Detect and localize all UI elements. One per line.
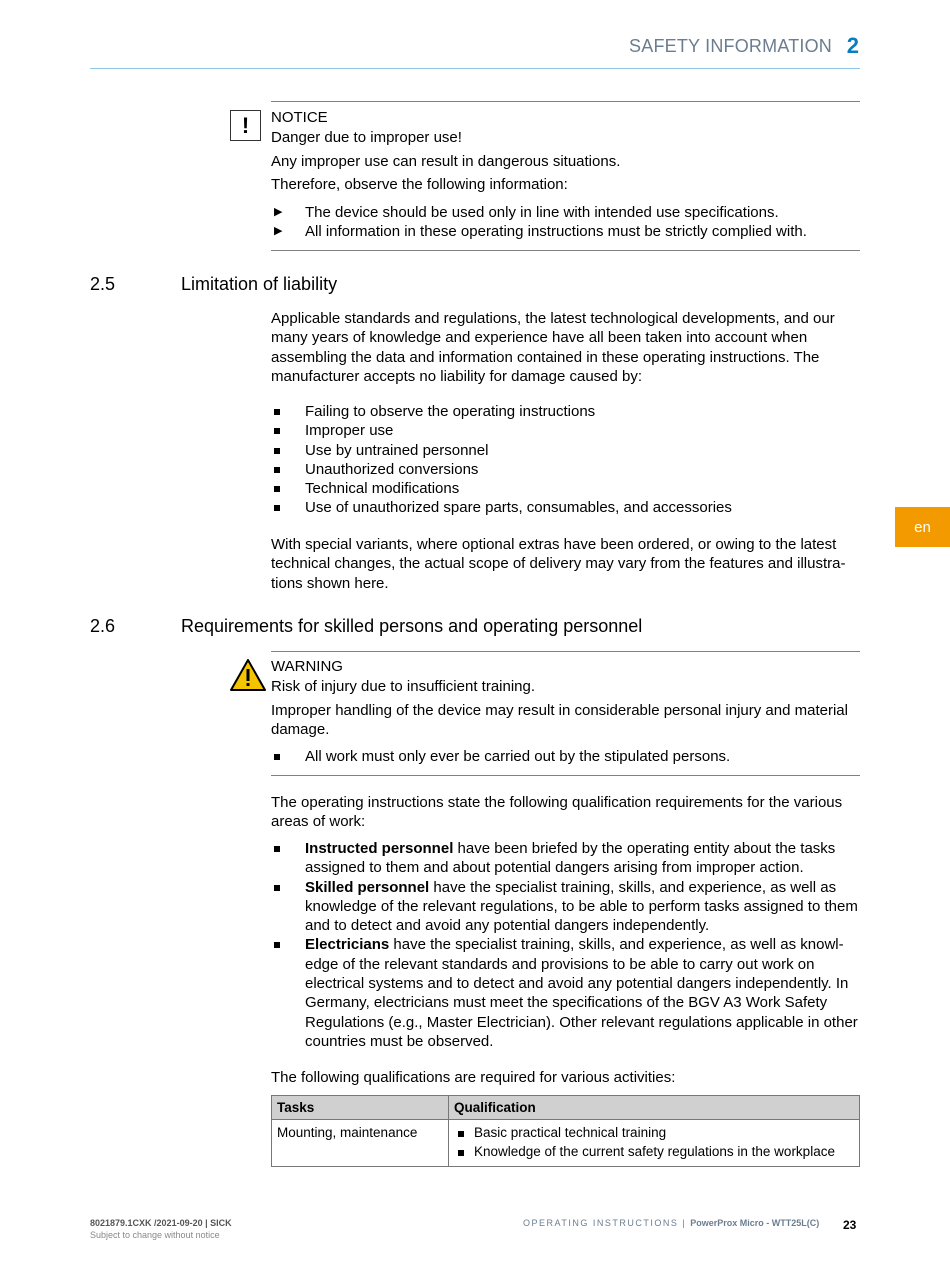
bullet-icon	[274, 505, 280, 511]
table-header: Qualification	[449, 1096, 860, 1120]
exclamation-icon: !	[230, 110, 261, 141]
table-cell	[449, 1120, 860, 1167]
section-title: Requirements for skilled persons and operating personnel	[181, 616, 643, 636]
list-item: Unauthorized conversions	[271, 460, 860, 479]
bullet-icon	[458, 1150, 464, 1156]
list-item: ▶ The device should be used only in line with intended use specifications.	[274, 204, 779, 221]
warning-top-rule	[271, 651, 860, 652]
bullet-icon	[274, 885, 280, 891]
warning-bottom-rule	[271, 775, 860, 776]
section-number: 2.5	[90, 274, 116, 294]
list-item: Technical modifications	[271, 479, 860, 498]
table-cell: Mounting, maintenance	[272, 1120, 449, 1167]
qualification-list	[271, 839, 860, 1051]
arrow-icon: ▶	[274, 206, 283, 218]
table-row	[272, 1120, 860, 1167]
bullet-icon	[274, 448, 280, 454]
list-item: Skilled personnel have the specialist training, skills, and experience, as well as knowledge of the relevant regulations, to be able to perform tasks assigned to them and to detect and avoid any potential dangers independently.	[271, 878, 860, 936]
warning-heading: Risk of injury due to insufficient training.	[271, 678, 536, 695]
bullet-icon	[458, 1131, 464, 1137]
warning-triangle-icon	[229, 658, 267, 692]
list-item: All work must only ever be carried out by the stipulated persons.	[271, 747, 860, 766]
list-item: ▶ All information in these operating instructions must be strictly complied with.	[274, 223, 807, 241]
liability-list	[271, 402, 860, 518]
header-rule	[90, 68, 860, 69]
liability-paragraph: Applicable standards and regulations, the latest technological developments, and our many years of knowledge and experience have all been taken into account when assembling the data and information contained in these operating instructions. The manufacturer accepts no liability for damage caused by:	[271, 310, 835, 385]
list-item: Failing to observe the operating instructions	[271, 402, 860, 421]
list-item: Use by untrained personnel	[271, 441, 860, 460]
section-title: Limitation of liability	[181, 274, 338, 294]
variants-paragraph: With special variants, where optional extras have been ordered, or owing to the latest technical changes, the actual scope of delivery may vary from the features and illustra-tions shown here.	[271, 536, 846, 592]
bullet-icon	[274, 486, 280, 492]
notice-top-rule	[271, 101, 860, 102]
warning-text: Improper handling of the device may result in considerable personal injury and material damage.	[271, 702, 848, 739]
notice-line-1: Any improper use can result in dangerous situations.	[271, 153, 621, 170]
qualification-table	[271, 1095, 860, 1167]
bullet-icon	[274, 428, 280, 434]
running-header-title: SAFETY INFORMATION	[629, 36, 832, 56]
list-item: Electricians have the specialist training, skills, and experience, as well as knowl-edge of the relevant standards and provisions to be able to carry out work on electrical systems and to detect and avoid any potential dangers independently. In Germany, electricians must meet the specifications of the BGV A3 Work Safety Regulations (e.g., Master Electrician). Other relevant regulations applicable in other countries must be observed.	[271, 935, 860, 1051]
list-item: Knowledge of the current safety regulations in the workplace	[454, 1142, 854, 1161]
footer-doc-id: 8021879.1CXK /2021-09-20 | SICK	[90, 1218, 232, 1228]
warning-label: WARNING	[271, 658, 343, 675]
table-header: Tasks	[272, 1096, 449, 1120]
list-item: Basic practical technical training	[454, 1123, 854, 1142]
chapter-number: 2	[846, 33, 859, 58]
list-item: Improper use	[271, 421, 860, 440]
page-number: 23	[843, 1218, 857, 1232]
footer-product: OPERATING INSTRUCTIONS | PowerProx Micro - WTT25L(C)	[523, 1218, 820, 1228]
list-item: Use of unauthorized spare parts, consumables, and accessories	[271, 498, 860, 517]
footer-note: Subject to change without notice	[90, 1230, 220, 1240]
notice-list	[271, 203, 860, 242]
notice-heading: Danger due to improper use!	[271, 129, 462, 146]
bullet-icon	[274, 754, 280, 760]
notice-line-2: Therefore, observe the following information:	[271, 176, 568, 193]
qualification-intro: The operating instructions state the following qualification requirements for the various areas of work:	[271, 794, 843, 831]
arrow-icon: ▶	[274, 225, 283, 238]
bullet-icon	[274, 846, 280, 852]
bullet-icon	[274, 942, 280, 948]
table-header-row	[272, 1096, 860, 1120]
notice-label: NOTICE	[271, 109, 328, 126]
bullet-icon	[274, 409, 280, 415]
notice-bottom-rule	[271, 250, 860, 251]
activities-intro: The following qualifications are required for various activities:	[271, 1069, 676, 1086]
warning-list	[271, 747, 860, 766]
list-item: Instructed personnel have been briefed by the operating entity about the tasks assigned to them and about potential dangers arising from improper action.	[271, 839, 860, 878]
section-number: 2.6	[90, 616, 116, 636]
language-tab[interactable]: en	[895, 507, 950, 547]
bullet-icon	[274, 467, 280, 473]
